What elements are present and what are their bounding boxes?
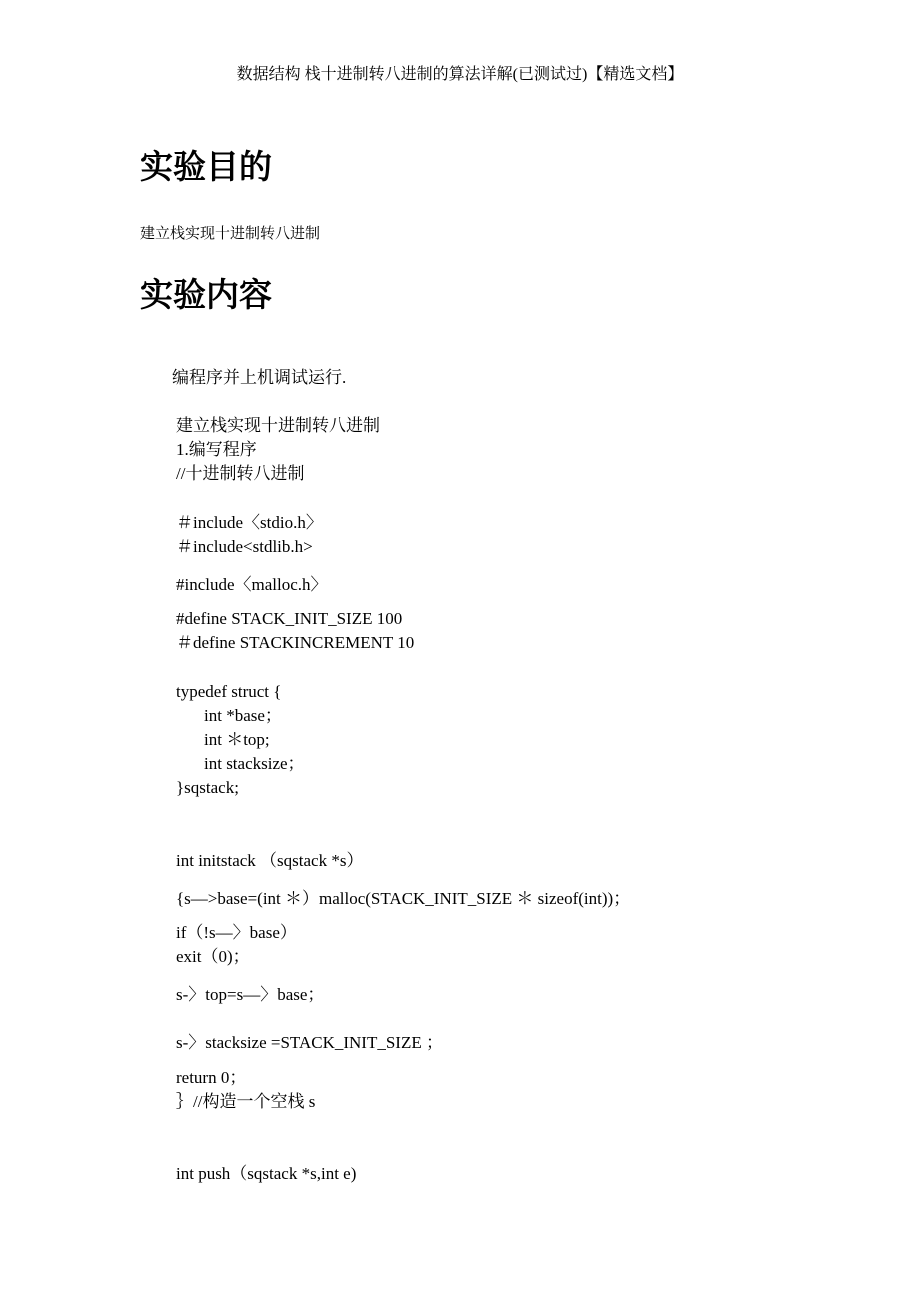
code-line: ＃include〈stdio.h〉 [176,513,323,532]
code-line: s-〉stacksize =STACK_INIT_SIZE ； [176,1033,443,1052]
code-line: exit（0)； [176,947,250,966]
code-line: s-〉top=s—〉base； [176,985,325,1004]
purpose-text: 建立栈实现十进制转八进制 [140,226,321,242]
code-line: 1.编写程序 [176,440,257,459]
content-heading: 实验内容 [140,275,272,314]
code-line: ｝//构造一个空栈 s [176,1092,316,1111]
instruction-text: 编程序并上机调试运行. [172,368,347,387]
code-line: 建立栈实现十进制转八进制 [176,416,380,435]
code-line: int stacksize； [204,754,305,773]
code-line: ＃include<stdlib.h> [176,537,313,556]
code-line: //十进制转八进制 [176,464,305,483]
page-header: 数据结构 栈十进制转八进制的算法详解(已测试过)【精选文档】 [236,66,684,83]
code-line: #include〈malloc.h〉 [176,575,328,594]
purpose-heading: 实验目的 [140,147,272,186]
code-line: }sqstack; [176,778,239,797]
code-line: if（!s—〉base） [176,923,297,942]
code-line: return 0； [176,1068,247,1087]
code-line: int ＊top; [204,730,270,749]
code-line: #define STACK_INIT_SIZE 100 [176,609,403,628]
code-line: int *base； [204,706,282,725]
code-line: int initstack （sqstack *s） [176,851,364,870]
code-line: typedef struct { [176,682,282,701]
code-line: int push（sqstack *s,int e) [176,1164,357,1183]
code-line: {s—>base=(int ＊）malloc(STACK_INIT_SIZE ＊ sizeof(int))； [176,889,631,908]
code-line: ＃define STACKINCREMENT 10 [176,633,415,652]
